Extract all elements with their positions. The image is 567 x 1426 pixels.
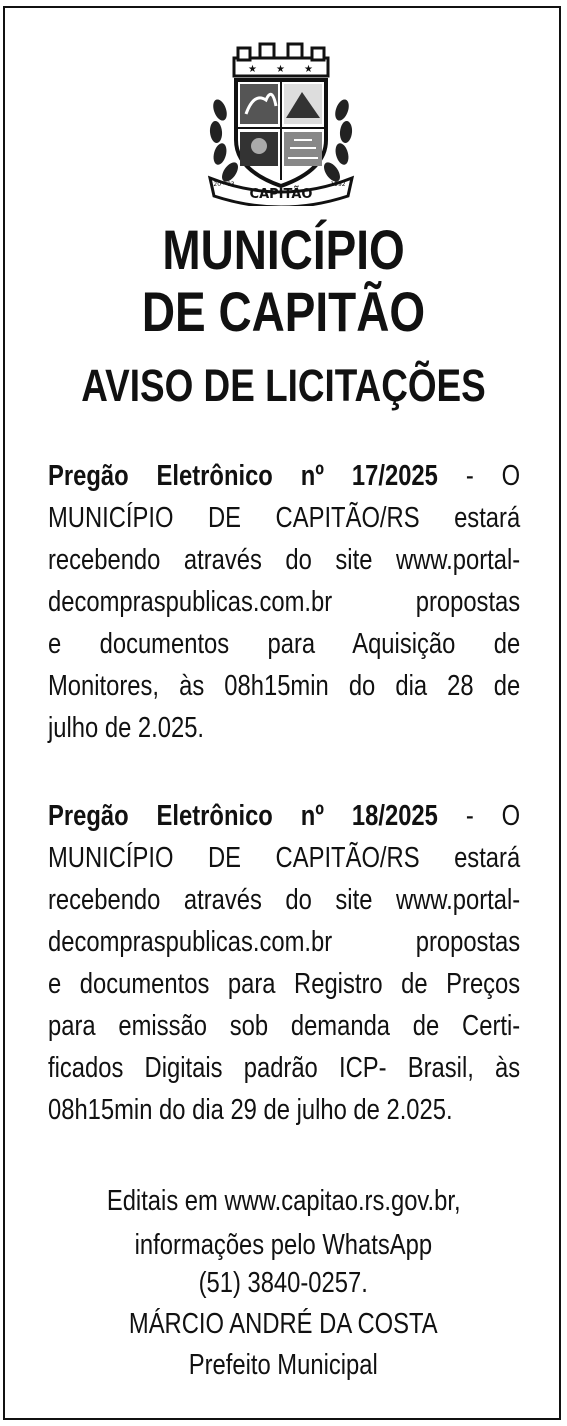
- svg-text:CAPITÃO: CAPITÃO: [249, 187, 313, 202]
- notice-heading: Pregão Eletrônico nº 17/2025: [48, 460, 438, 492]
- notice-line: decompraspublicas.com.br propostas: [48, 586, 521, 618]
- footer-phone: (51) 3840-0257.: [198, 1267, 369, 1299]
- footer-mayor-name: MÁRCIO ANDRÉ DA COSTA: [129, 1308, 438, 1340]
- notice-line: MUNICÍPIO DE CAPITÃO/RS estará: [48, 842, 521, 874]
- svg-text:20 - 03: 20 - 03: [213, 181, 235, 188]
- title-municipio: MUNICÍPIO: [162, 218, 405, 281]
- notice-line: julho de 2.025.: [48, 712, 205, 744]
- notice-line: Pregão Eletrônico nº 18/2025 - O: [48, 800, 521, 832]
- subtitle-aviso-de-licitacoes: AVISO DE LICITAÇÕES: [81, 360, 486, 411]
- notice-line: ficados Digitais padrão ICP- Brasil, às: [48, 1052, 521, 1084]
- notice-line: e documentos para Aquisição de: [48, 628, 521, 660]
- footer-whatsapp: informações pelo WhatsApp: [134, 1229, 433, 1261]
- svg-text:★: ★: [276, 64, 285, 75]
- title-de-capitao: DE CAPITÃO: [141, 280, 426, 343]
- notice-line: Monitores, às 08h15min do dia 28 de: [48, 670, 521, 702]
- notice-line: decompraspublicas.com.br propostas: [48, 926, 521, 958]
- municipal-coat-of-arms: [198, 40, 364, 206]
- notice-line: 08h15min do dia 29 de julho de 2.025.: [48, 1094, 453, 1126]
- shield-icon: [236, 80, 326, 186]
- notice-heading: Pregão Eletrônico nº 18/2025: [48, 800, 438, 832]
- notice-line: recebendo através do site www.portal-: [48, 544, 521, 576]
- footer-mayor-title: Prefeito Municipal: [188, 1349, 379, 1381]
- notice-line: Pregão Eletrônico nº 17/2025 - O: [48, 460, 521, 492]
- footer-editais: Editais em www.capitao.rs.gov.br,: [106, 1185, 461, 1217]
- svg-text:★: ★: [304, 64, 313, 75]
- notice-line: e documentos para Registro de Preços: [48, 968, 521, 1000]
- svg-text:1992: 1992: [330, 181, 346, 188]
- crown-icon: [234, 44, 328, 76]
- notice-line: recebendo através do site www.portal-: [48, 884, 521, 916]
- notice-line: MUNICÍPIO DE CAPITÃO/RS estará: [48, 502, 521, 534]
- svg-text:★: ★: [248, 64, 257, 75]
- notice-line: para emissão sob demanda de Certi-: [48, 1010, 521, 1042]
